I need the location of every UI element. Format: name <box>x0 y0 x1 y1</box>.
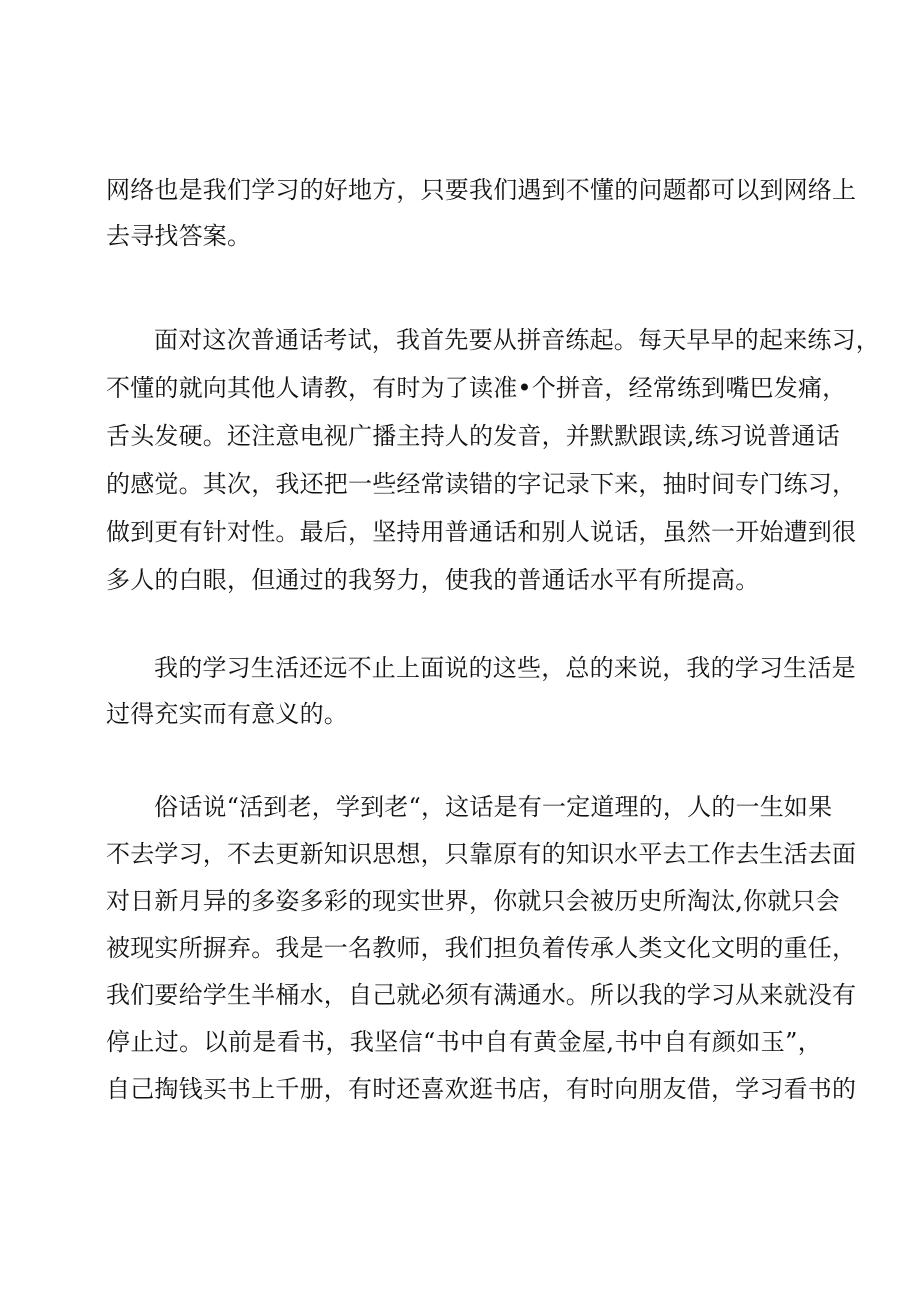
paragraph-line: 去寻找答案。 <box>106 222 252 250</box>
paragraph-line: 多人的白眼，但通过的我努力，使我的普通话水平有所提高。 <box>106 566 760 594</box>
paragraph-line: 对日新月异的多姿多彩的现实世界，你就只会被历史所淘汰,你就只会 <box>106 887 840 915</box>
paragraph-line: 面对这次普通话考试，我首先要从拼音练起。每天早早的起来练习， <box>154 326 880 354</box>
paragraph-line: 不懂的就向其他人请教，有时为了读准•个拼音，经常练到嘴巴发痛， <box>106 374 847 402</box>
paragraph-line: 被现实所摒弃。我是一名教师，我们担负着传承人类文化文明的重任， <box>106 934 857 962</box>
paragraph-line: 的感觉。其次，我还把一些经常读错的字记录下来，抽时间专门练习， <box>106 470 857 498</box>
paragraph-line: 我们要给学生半桶水，自己就必须有满通水。所以我的学习从来就没有 <box>106 981 857 1009</box>
paragraph-line: 舌头发硬。还注意电视广播主持人的发音，并默默跟读,练习说普通话 <box>106 422 840 450</box>
paragraph-line: 过得充实而有意义的。 <box>106 700 348 728</box>
paragraph-line: 停止过。以前是看书，我坚信“书中自有黄金屋,书中自有颜如玉”， <box>106 1028 822 1056</box>
paragraph-line: 俗话说“活到老，学到老“，这话是有一定道理的，人的一生如果 <box>154 793 833 821</box>
paragraph-line: 做到更有针对性。最后，坚持用普通话和别人说话，虽然一开始遭到很 <box>106 518 857 546</box>
paragraph-line: 网络也是我们学习的好地方，只要我们遇到不懂的问题都可以到网络上 <box>106 176 857 204</box>
paragraph-line: 自己掏钱买书上千册，有时还喜欢逛书店，有时向朋友借，学习看书的 <box>106 1075 857 1103</box>
paragraph-line: 不去学习，不去更新知识思想，只靠原有的知识水平去工作去生活去面 <box>106 840 857 868</box>
paragraph-line: 我的学习生活还远不止上面说的这些，总的来说，我的学习生活是 <box>154 654 856 682</box>
